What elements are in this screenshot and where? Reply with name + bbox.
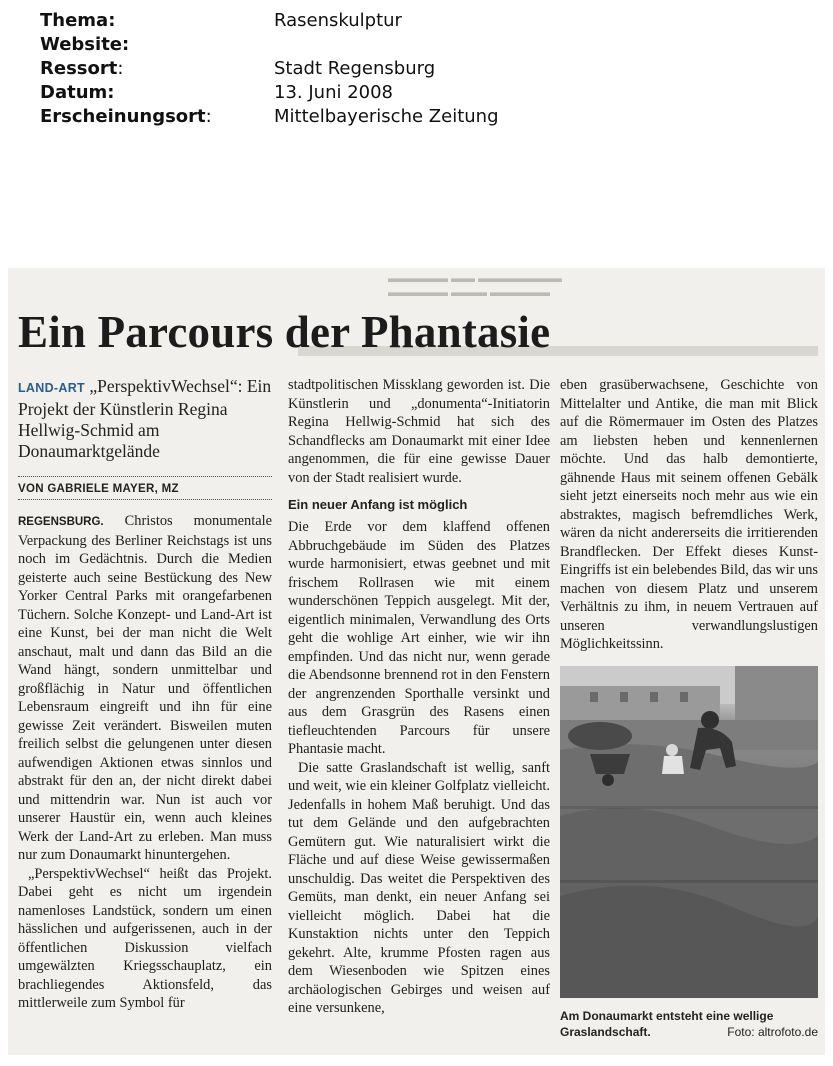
- article-photo: [560, 666, 818, 998]
- paragraph: Die satte Graslandschaft ist wellig, sanft und weit, wie ein kleiner Golfplatz vielleicht. Jedenfalls in hohem Maß beruhigt. Und das tut dem Gelände und den aufgebrachten Gemütern gut. Wie naturalisiert wirkt die Fläche und auf diese Weise gewissermaßen unschuldig. Das weitet die Perspektiven des Gemüts, man denkt, ein neuer Anfang sei vielleicht möglich. Dabei hat die Kunstaktion nichts unter den Teppich gekehrt. Alte, krumme Pfosten ragen aus dem Wiesenboden wie Spitzen eines archäologischen Gebirges und weisen auf eine versunkene,: [288, 759, 550, 1016]
- caption-text: Am Donaumarkt entsteht eine wellige Graslandschaft.: [560, 1009, 774, 1039]
- paragraph: Die Erde vor dem klaffend offenen Abbruchgebäude im Süden des Platzes wurde harmonisiert, etwas geebnet und mit frischem Rollrasen wie mit einem wunderschönen Teppich ausgelegt. Mit der, eigentlich minimalen, Verwandlung des Orts geht die wohlige Art einher, wie wir ihn empfinden. Und das nicht nur, wenn gerade die Abendsonne brennend rot in den Fenstern der angrenzenden Sporthalle versinkt und aus dem Grasgrün des Rasens einen tiefleuchtenden Parcours für unsere Phantasie macht.: [288, 519, 550, 757]
- meta-key-suffix: :: [117, 58, 124, 79]
- article-column-3: [560, 376, 818, 654]
- column-2-text-cont: [288, 518, 550, 1018]
- meta-row-erscheinungsort: [40, 105, 800, 129]
- ghost-text: ▬▬▬▬▬ ▬▬ ▬▬▬▬▬▬▬: [388, 271, 562, 285]
- kicker: LAND-ART: [18, 381, 85, 395]
- headline: Ein Parcours der Phantasie: [18, 307, 551, 357]
- column-3-text: [560, 376, 818, 654]
- meta-value: 13. Juni 2008: [274, 82, 394, 103]
- meta-key: Thema:: [40, 10, 116, 31]
- meta-row-thema: [40, 9, 800, 33]
- meta-row-website: [40, 33, 800, 57]
- paragraph: eben grasüberwachsene, Geschichte von Mittelalter und Antike, die man mit Blick auf die Römermauer im Osten des Platzes am liebsten heben und kennenlernen möchte. Und das halb demontierte, gähnende Haus mit seinem offenen Gebälk sieht jetzt einerseits noch mehr aus wie ein abstraktes, magisch befremdliches Werk, wären da nicht andererseits die irritierenden Brandflecken. Der Effekt dieses Kunst-Eingriffs ist ein belebendes Bild, das wir uns machen von diesem Platz und unserem Verhältnis zu ihm, in neuem Vertrauen auf unseren verwandlungslustigen Möglichkeitssinn.: [560, 377, 818, 652]
- section-subhead: Ein neuer Anfang ist möglich: [288, 497, 468, 512]
- meta-value: Rasenskulptur: [274, 10, 402, 31]
- document-metadata: [40, 9, 800, 129]
- paragraph: stadtpolitischen Missklang geworden ist. Die Künstlerin und „donumenta“-Initiatorin Regina Hellwig-Schmid hat sich des Schandflecks am Donaumarkt mit einer Idee angenommen, die für eine gewisse Dauer von der Stadt realisiert wurde.: [288, 377, 550, 486]
- meta-row-ressort: [40, 57, 800, 81]
- ghost-text: ▬▬▬▬▬ ▬▬▬ ▬▬▬▬▬: [388, 285, 550, 299]
- article-column-1: [18, 376, 272, 1013]
- subheadline: „PerspektivWechsel“: Ein Projekt der Künstlerin Regina Hellwig-Schmid am Donaumarktgelände: [18, 376, 272, 461]
- meta-row-datum: [40, 81, 800, 105]
- newspaper-clipping: [8, 268, 825, 1055]
- paragraph: REGENSBURG. Christos monumentale Verpackung des Berliner Reichstags ist uns noch im Gedächtnis. Durch die Medien geisterte auch seine Bestückung des New Yorker Central Parks mit orangefarbenen Tüchern. Solche Konzept- und Land-Art ist eine Kunst, bei der man nicht die Welt anschaut, malt und dann das Bild an die Wand hängt, sondern unmittelbar und großflächig in Natur und öffentlichen Lebensraum eingreift und ihn für eine gewisse Zeit verändert. Bisweilen muten freilich selbst die gelungenen unter diesen aufwendigen Aktionen etwas sinnlos und abstrakt für den an, der nicht direkt dabei und mittendrin war. Nun ist auch vor unserer Haustür ein, wenn auch kleines Werk der Land-Art zu erleben. Man muss nur zum Donaumarkt hinuntergehen.: [18, 513, 272, 863]
- photo-caption: [560, 1008, 818, 1040]
- dateline: REGENSBURG.: [18, 516, 104, 528]
- meta-key: Datum:: [40, 82, 115, 103]
- meta-key: Erscheinungsort: [40, 106, 206, 127]
- meta-key: Website:: [40, 34, 130, 55]
- meta-key: Ressort: [40, 58, 118, 79]
- column-2-text: [288, 376, 550, 487]
- paragraph: „PerspektivWechsel“ heißt das Projekt. Dabei geht es nicht um irgendein namenloses Landstück, sondern um einen hässlichen und aufgerissenen, auch in der öffentlichen Diskussion vielfach umgewälzten Kriegsschauplatz, ein brachliegendes Aktionsfeld, das mittlerweile zum Symbol für: [18, 865, 272, 1011]
- meta-value: Stadt Regensburg: [274, 58, 436, 79]
- meta-key-suffix: :: [205, 106, 212, 127]
- photo-illustration: [560, 666, 818, 998]
- meta-value: Mittelbayerische Zeitung: [274, 106, 499, 127]
- article-column-2: [288, 376, 550, 1018]
- column-1-text: [18, 512, 272, 1013]
- meta-value: [274, 33, 800, 57]
- byline: VON GABRIELE MAYER, MZ: [18, 476, 272, 500]
- subheadline-block: [18, 376, 272, 462]
- photo-credit: Foto: altrofoto.de: [727, 1025, 818, 1039]
